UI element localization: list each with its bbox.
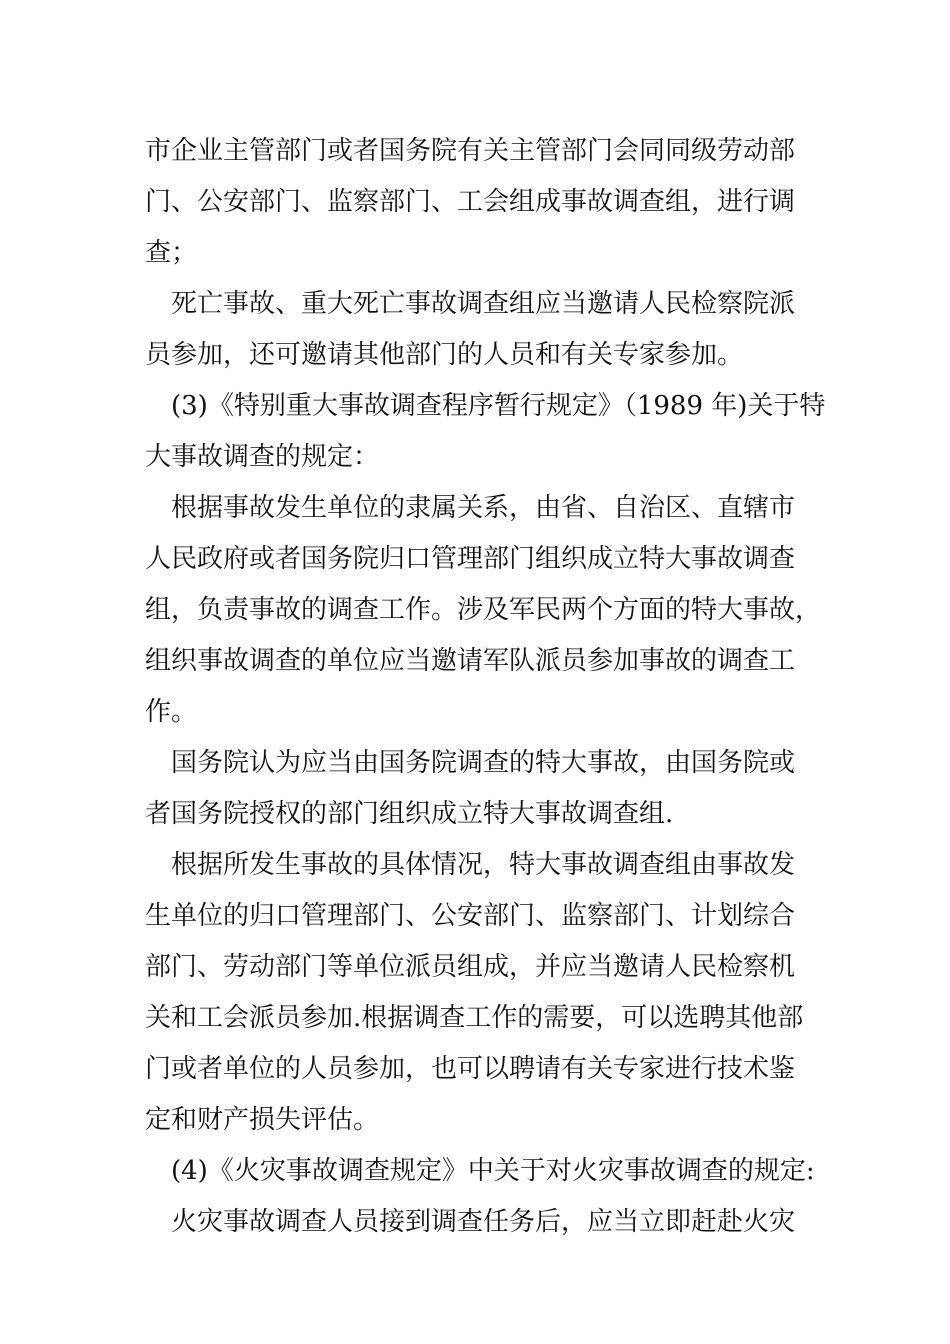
text-line: 市企业主管部门或者国务院有关主管部门会同同级劳动部 bbox=[145, 136, 796, 166]
text-line: 定和财产损失评估。 bbox=[145, 1105, 380, 1135]
text-line: 门或者单位的人员参加，也可以聘请有关专家进行技术鉴 bbox=[145, 1054, 796, 1084]
text-line: 作。 bbox=[145, 697, 198, 727]
text-line: 组，负责事故的调查工作。涉及军民两个方面的特大事故， bbox=[145, 595, 822, 625]
text-line: 国务院认为应当由国务院调查的特大事故，由国务院或 bbox=[171, 748, 796, 778]
text-line: 死亡事故、重大死亡事故调查组应当邀请人民检察院派 bbox=[171, 289, 796, 319]
text-line: 查； bbox=[145, 238, 198, 268]
text-line: 人民政府或者国务院归口管理部门组织成立特大事故调查 bbox=[145, 544, 796, 574]
text-line: (3)《特别重大事故调查程序暂行规定》（1989 年)关于特 bbox=[171, 391, 826, 421]
text-line: 关和工会派员参加.根据调查工作的需要，可以选聘其他部 bbox=[145, 1003, 804, 1033]
text-line: (4)《火灾事故调查规定》中关于对火灾事故调查的规定: bbox=[171, 1156, 815, 1186]
text-line: 根据所发生事故的具体情况，特大事故调查组由事故发 bbox=[171, 850, 796, 880]
text-line: 生单位的归口管理部门、公安部门、监察部门、计划综合 bbox=[145, 901, 796, 931]
text-line: 者国务院授权的部门组织成立特大事故调查组. bbox=[145, 799, 674, 829]
text-line: 部门、劳动部门等单位派员组成，并应当邀请人民检察机 bbox=[145, 952, 796, 982]
text-line: 大事故调查的规定： bbox=[145, 442, 380, 472]
document-body bbox=[145, 126, 826, 1248]
text-line: 组织事故调查的单位应当邀请军队派员参加事故的调查工 bbox=[145, 646, 796, 676]
text-line: 员参加，还可邀请其他部门的人员和有关专家参加。 bbox=[145, 340, 744, 370]
text-line: 根据事故发生单位的隶属关系，由省、自治区、直辖市 bbox=[171, 493, 796, 523]
text-line: 火灾事故调查人员接到调查任务后，应当立即赶赴火灾 bbox=[171, 1207, 796, 1237]
text-line: 门、公安部门、监察部门、工会组成事故调查组，进行调 bbox=[145, 187, 796, 217]
